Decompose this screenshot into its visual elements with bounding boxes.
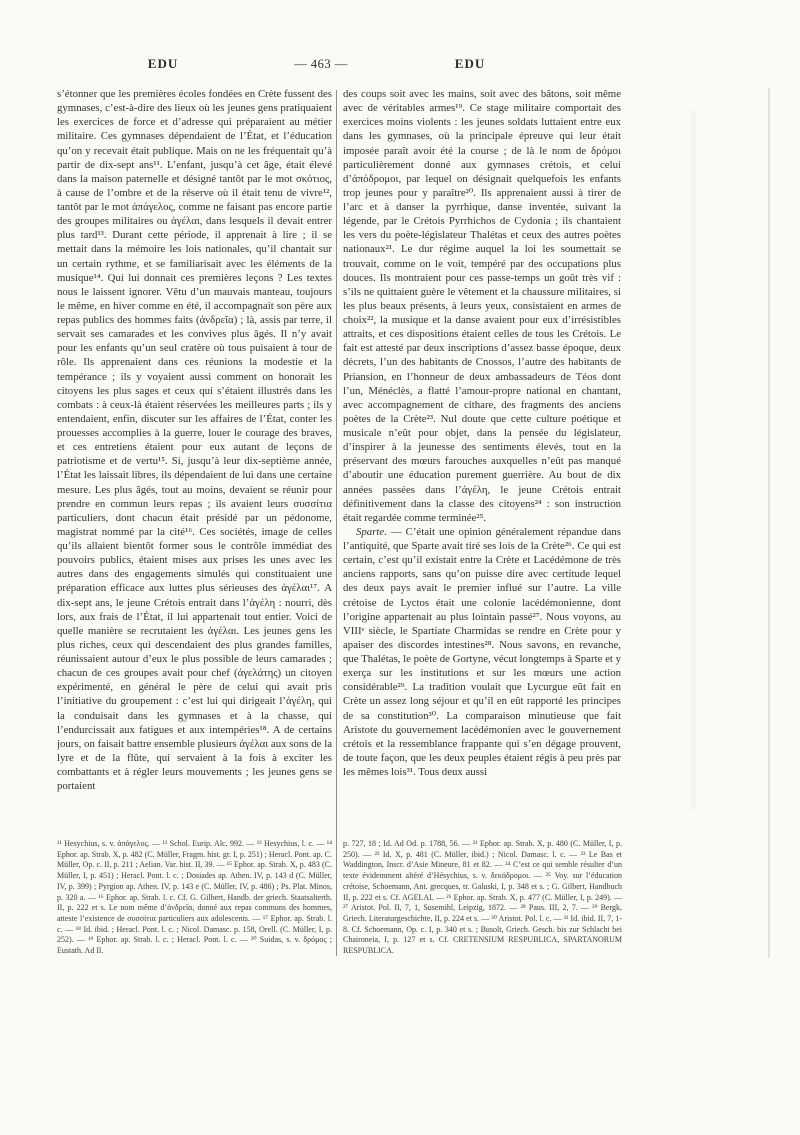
right-column [343, 87, 621, 824]
sparte-lead-italic: Sparte. [356, 525, 387, 538]
running-head-right: EDU [454, 56, 486, 71]
footnotes-left-column: ¹¹ Hesychius, s. v. ἀπάγελος. — ¹² Schol. Eurip. Alc. 992. — ¹³ Hesychius, l. c. — ¹⁴ Ephor. ap. Strab. X, p. 482 (C. Müller, Fragm. hist. gr. I, p. 251) ; Heracl. Pont. ap. C. Müller, Op. c. II, p. 211 ; Aelian. Var. hist. II, 39. — ¹⁵ Ephor. ap. Strab. X, p. 483 (C. Müller, I, p. 451) ; Heracl. Pont. l. c. ; Dosiades ap. Athen. IV, p. 143 d (C. Müller, IV, p. 399) ; Pyrgion ap. Athen. IV, p. 143 e (C. Müller, IV, p. 486) ; Ps. Plat. Minos, p. 320 a. — ¹⁶ Ephor. ap. Strab. l. c. Cf. G. Gilbert, Handb. der griech. Staatsalterth. II, p. 222 et s. Le nom même d’ἀνδρεῖα, donné aux repas communs des hommes, atteste l’existence de συσσίτια particuliers aux adolescents. — ¹⁷ Ephor. ap. Strab. l. c. — ¹⁸ Id. ibid. ; Heracl. Pont. l. c. ; Nicol. Damasc. p. 158, Orell. (C. Müller, I, p. 252). — ¹⁹ Ephor. ap. Strab. l. c. ; Heracl. Pont. l. c. — ²⁰ Suidas, s. v. δρόμος ; Eustath. Ad Il. [57, 839, 332, 956]
footnotes-right-column: p. 727, 18 ; Id. Ad Od. p. 1788, 56. — ²¹ Ephor. ap. Strab. X, p. 480 (C. Müller, I, p. 250). — ²² Id. X, p. 481 (C. Müller, ibid.) ; Nicol. Damasc. l. c. — ²³ Le Bas et Waddington, Inscr. d’Asie Mineure, 81 et 82. — ²⁴ C’est ce qui semble résulter d’un texte évidemment altéré d’Hésychius, s. v. δεκάδρομοι. — ²⁵ Voy. sur l’éducation crétoise, Schoemann, Ant. grecques, tr. Galuski, I, p. 348 et s. ; G. Gilbert, Handbuch II, p. 222 et s. Cf. AGELAI. — ²⁶ Ephor. ap. Strab. X, p. 477 (C. Müller, I, p. 249). — ²⁷ Aristot. Pol. II, 7, 1, Susemihl, Leipzig, 1872. — ²⁸ Paus. III, 2, 7. — ²⁹ Bergk, Griech. Literaturgeschichte, II, p. 224 et s. — ³⁰ Aristot. Pol. l. c. — ³¹ Id. ibid. II, 7, 1-8. Cf. Schoemann, Op. c. I, p. 340 et s. ; Busolt, Griech. Gesch. bis zur Schlacht bei Chaironeia, I, p. 127 et s. Cf. CRETENSIUM RESPUBLICA, SPARTANORUM RESPUBLICA. [343, 839, 622, 956]
sparte-paragraph-text: — C’était une opinion généralement répandue dans l’antiquité, que Sparte avait tiré ses lois de la Crète²⁶. Ce qui est certain, c’est qu’il existait entre la Crète et Lacédémone de très anciens rapports, sans qu’on puisse dire avec certitude lequel des deux pays avait le premier influé sur l’autre. La ville crétoise de Lyctos était une colonie lacédémonienne, dont l’origine appartenait au plus lointain passé²⁷. Nous voyons, au VIIIᵉ siècle, le Spartiate Charmidas se rendre en Crète pour y apaiser des discordes intestines²⁸. Nous savons, en revanche, que Thalétas, le poète de Gortyne, vécut longtemps à Sparte et y exerça sur les institutions et sur les mœurs une action considérable²⁹. La tradition voulait que Lycurgue eût fait en Crète un assez long séjour et qu’il en eût rapporté les principes de sa constitution³⁰. La comparaison minutieuse que fait Aristote du gouvernement lacédémonien avec le gouvernement crétois et la ressemblance frappante qui s’en dégage prouvent, de toute façon, que les deux peuples étaient régis à peu près par les mêmes lois³¹. Tous deux aussi [343, 525, 621, 778]
column-divider-rule [336, 90, 337, 956]
right-column-continuation-paragraph: des coups soit avec les mains, soit avec des bâtons, soit même avec de véritables armes¹⁹. Ce stage militaire comportait des exercices moins violents : les jeunes soldats luttaient entre eux dans les gymnases, où la principale épreuve qui leur était imposée paraît avoir été la course ; de là le nom de δρόμοι particulièrement donné aux gymnases crétois, et celui d’ἀπόδρομοι, par lequel on désignait quelquefois les enfants trop jeunes pour y paraître²⁰. Ils apprenaient aussi à tirer de l’arc et à danser la pyrrhique, danse inventée, suivant la légende, par le Crétois Pyrrhichos de Cydonia ; ils chantaient les vers du poète-législateur Thalétas et ceux des autres poètes nationaux²¹. Le dur régime auquel la loi les soumettait se trouvait, comme on le voit, tempéré par des occupations plus douces. Ils montraient pour ces passe-temps un goût très vif : s’ils ne quittaient guère le vêtement et la chaussure militaires, si les plus beaux présents, à leurs yeux, consistaient en armes de choix²², la musique et la danse avaient pour eux d’irrésistibles attraits, et ces dispositions étaient celles de tous les Crétois. Le fait est attesté par deux inscriptions d’assez basse époque, deux décrets, l’un des habitants de Cnossos, l’autre des habitants de Priansion, en l’honneur de deux ambassadeurs de Téos dont l’un, Ménéclès, a flatté l’amour-propre national en chantant, avec accompagnement de cithare, des fragments des anciens poètes de la Crète²³. Nul doute que cette culture poétique et musicale n’eût pour objet, dans la pensée du législateur, d’inspirer à la jeunesse des sentiments élevés, tout en la préservant des mœurs farouches auxquelles n’eût pas manqué d’aboutir une éducation purement guerrière. Au bout de dix années passées dans l’ἀγέλη, le jeune Crétois entrait définitivement dans la classe des citoyens²⁴ : son instruction était regardée comme terminée²⁵. [343, 88, 621, 524]
page-number: — 463 — [294, 57, 348, 71]
running-head-left: EDU [147, 56, 179, 71]
scan-artifact-page-edge [768, 88, 770, 958]
sparte-paragraph [343, 525, 621, 779]
left-column-paragraph: s’étonner que les premières écoles fondées en Crète fussent des gymnases, c’est-à-dire des lieux où les jeunes gens pratiquaient les exercices de force et d’adresse qui préparaient au métier militaire. Ces gymnases dépendaient de l’État, et l’éducation qu’on y recevait était publique. Mais on ne les fréquentait qu’à partir de dix-sept ans¹¹. L’enfant, jusqu’à cet âge, était élevé dans la maison paternelle et désigné tantôt par le mot σκότιος, à cause de l’ombre et de la réserve où il était tenu de vivre¹², tantôt par le mot ἀπάγελος, comme ne faisant pas encore partie des groupes militaires ou ἀγέλαι, dans lesquels il devait entrer plus tard¹³. Durant cette période, il apprenait à lire ; il se mettait dans la mémoire les lois nationales, qu’il chantait sur un certain rythme, et se familiarisait avec les éléments de la musique¹⁴. Qui lui donnait ces premières leçons ? Les textes nous le laissent ignorer. Vêtu d’un mauvais manteau, toujours le même, en hiver comme en été, il accompagnait son père aux repas publics des hommes faits (ἀνδρεῖα) ; là, assis par terre, il servait ses camarades et les convives plus âgés. Il n’y avait pour les enfants qu’un seul cratère où tous puisaient à tour de rôle. Ils apprenaient dans ces réunions la modestie et la tempérance ; ils y voyaient aussi comment on honorait les citoyens les plus sages et ceux qui s’étaient illustrés dans les combats : à ceux-là étaient réservées les meilleures parts ; ils y entendaient, enfin, discuter sur les affaires de l’État, conter les prouesses accomplies à la guerre, louer le courage des braves, et ces entretiens étaient pour eux autant de leçons de patriotisme et de vertu¹⁵. Si, jusqu’à leur dix-septième année, l’État les laissait libres, ils dépendaient de lui dans une certaine mesure. Les plus âgés, tout au moins, devaient se réunir pour prendre en commun leurs repas ; ils avaient leurs συσσίτια particuliers, dont chacun était présidé par un pédonome, magistrat nommé par la cité¹⁶. Ces sociétés, image de celles qu’ils allaient bientôt former sous le contrôle immédiat des pouvoirs publics, étaient mises aux prises les unes avec les autres dans des engagements simulés qui constituaient une préparation efficace aux luttes plus sérieuses des ἀγέλαι¹⁷. A dix-sept ans, le jeune Crétois entrait dans l’ἀγέλη : nourri, dès lors, aux frais de l’État, il lui appartenait tout entier. Voici de quelle manière se recrutaient les ἀγέλαι. Les jeunes gens les plus riches, ceux qui descendaient des plus grandes familles, réunissaient autour d’eux le plus possible de leurs camarades ; chacun de ces groupes avait pour chef (ἀγελάτης) un citoyen expérimenté, en général le père de celui qui avait pris l’initiative du groupement : c’est lui qui dirigeait l’ἀγέλη, qui la conduisait dans les gymnases et à la chasse, qui l’endurcissait aux fatigues et aux intempéries¹⁸. A de certains jours, on faisait battre ensemble plusieurs ἀγέλαι aux sons de la lyre et de la flûte, qui servaient à la fois à exciter les combattants et à régler leurs mouvements ; les jeunes gens se portaient [57, 88, 332, 793]
scan-artifact-streak [690, 110, 696, 810]
left-column [57, 87, 332, 824]
